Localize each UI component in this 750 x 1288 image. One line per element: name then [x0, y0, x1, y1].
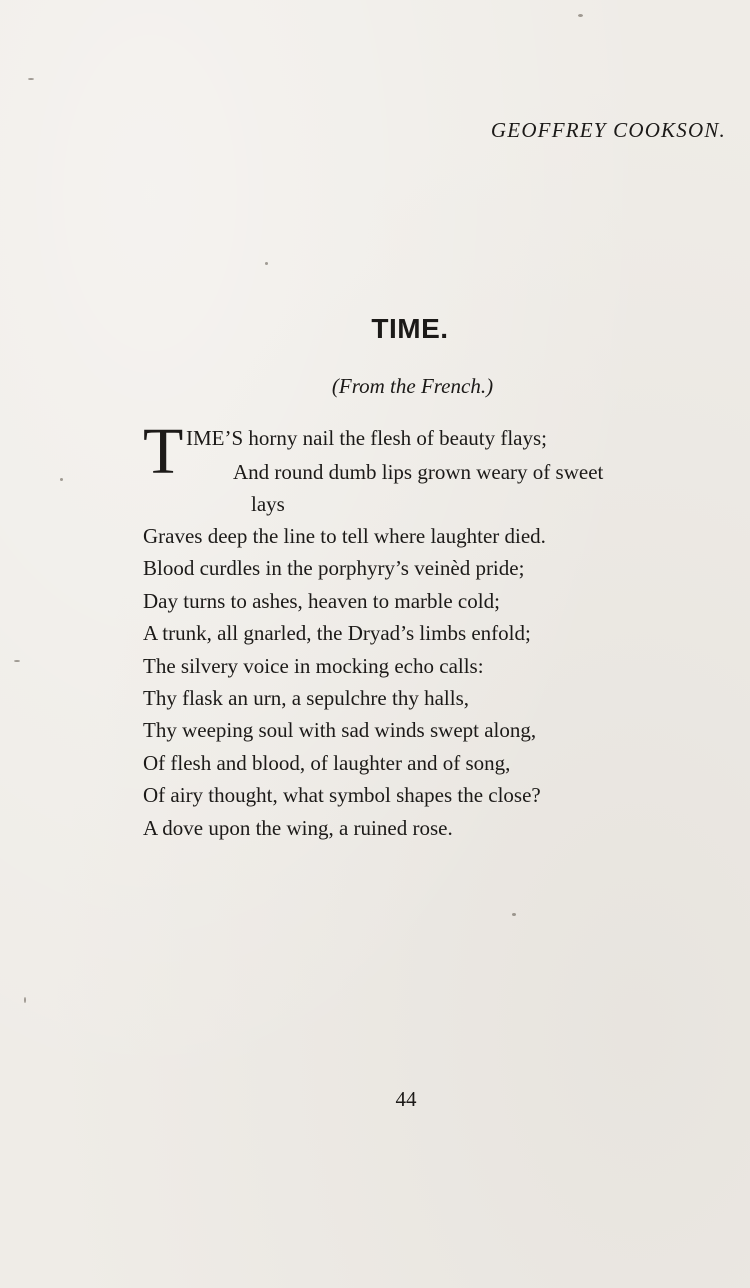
- poem-body: [143, 520, 546, 844]
- drop-cap-letter: T: [143, 415, 184, 488]
- poem-title: TIME.: [371, 313, 449, 344]
- poem-line-1: IME’S horny nail the flesh of beauty flays;: [186, 426, 547, 450]
- subtitle-text: (From the French.): [331, 374, 494, 398]
- paper-speck: [265, 262, 268, 265]
- poem-line: Of flesh and blood, of laughter and of song,: [143, 750, 511, 775]
- poem-line: Thy weeping soul with sad winds swept along,: [143, 718, 537, 743]
- poem-subtitle: [0, 374, 750, 399]
- poem-line: Day turns to ashes, heaven to marble cold;: [143, 588, 500, 613]
- paper-speck: [512, 913, 516, 916]
- poem-line-2-continuation: lays: [251, 492, 285, 516]
- paper-speck: [60, 478, 63, 481]
- poem-line: A trunk, all gnarled, the Dryad’s limbs enfold;: [143, 621, 531, 646]
- poem-line: Blood curdles in the porphyry’s veinèd pride;: [143, 556, 525, 581]
- poem-line: Of airy thought, what symbol shapes the close?: [143, 783, 541, 808]
- paper-speck: [24, 997, 26, 1003]
- poem-line-2: And round dumb lips grown weary of sweet: [233, 460, 604, 484]
- running-head-author: GEOFFREY COOKSON.: [490, 118, 726, 142]
- paper-speck: [28, 78, 34, 80]
- paper-speck: [578, 14, 583, 17]
- poem-line: Graves deep the line to tell where laughter died.: [143, 524, 546, 548]
- page-number: 44: [395, 1087, 417, 1111]
- poem-line: A dove upon the wing, a ruined rose.: [143, 815, 453, 840]
- poem-line: Thy flask an urn, a sepulchre thy halls,: [143, 686, 469, 711]
- poem-line: The silvery voice in mocking echo calls:: [143, 653, 484, 678]
- paper-speck: [14, 660, 20, 662]
